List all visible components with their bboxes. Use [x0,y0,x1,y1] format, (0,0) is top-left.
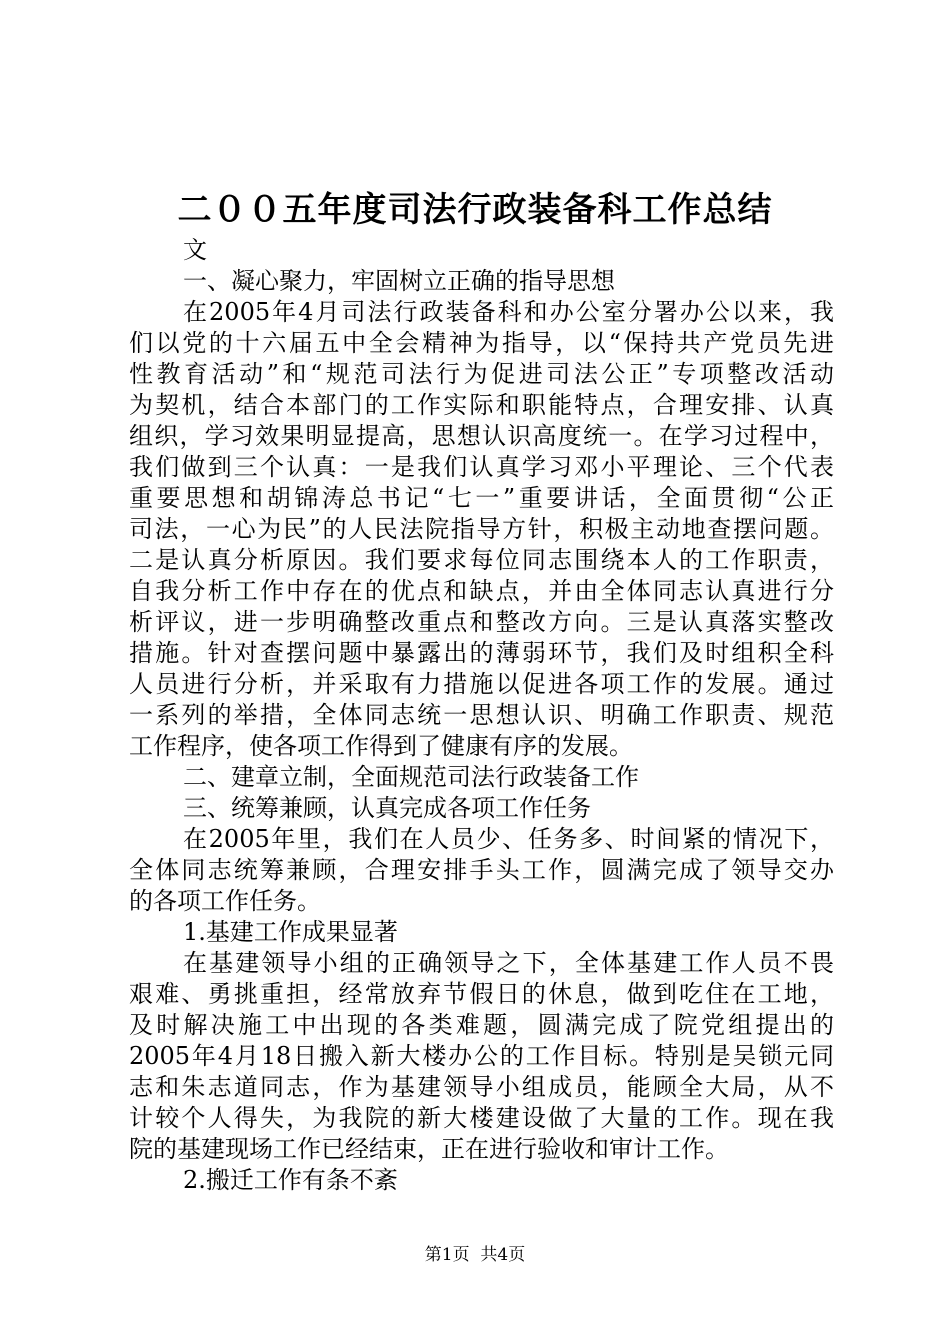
body-line: 2005年4月18日搬入新大楼办公的工作目标。特别是吴锁元同 [129,1042,834,1070]
body-line: 1.基建工作成果显著 [183,918,398,946]
body-line: 三、统筹兼顾，认真完成各项工作任务 [183,794,591,822]
body-line: 在2005年4月司法行政装备科和办公室分署办公以来，我 [183,298,834,326]
body-line: 一、凝心聚力，牢固树立正确的指导思想 [183,267,615,295]
body-line: 院的基建现场工作已经结束，正在进行验收和审计工作。 [129,1135,729,1163]
body-line: 们以党的十六届五中全会精神为指导，以“保持共产党员先进 [129,329,834,357]
body-line: 艰难、勇挑重担，经常放弃节假日的休息，做到吃住在工地， [129,980,834,1008]
body-line: 的各项工作任务。 [129,887,321,915]
body-line: 我们做到三个认真：一是我们认真学习邓小平理论、三个代表 [129,453,834,481]
body-line: 措施。针对查摆问题中暴露出的薄弱环节，我们及时组积全科 [129,639,834,667]
body-line: 自我分析工作中存在的优点和缺点，并由全体同志认真进行分 [129,577,834,605]
body-line: 计较个人得失，为我院的新大楼建设做了大量的工作。现在我 [129,1104,834,1132]
body-line: 文 [183,236,207,264]
body-line: 人员进行分析，并采取有力措施以促进各项工作的发展。通过 [129,670,834,698]
document-title: 二００五年度司法行政装备科工作总结 [177,190,773,230]
body-line: 在2005年里，我们在人员少、任务多、时间紧的情况下， [183,825,834,853]
body-line: 二、建章立制，全面规范司法行政装备工作 [183,763,639,791]
body-line: 性教育活动”和“规范司法行为促进司法公正”专项整改活动 [129,360,834,388]
body-line: 2.搬迁工作有条不紊 [183,1166,398,1194]
body-line: 全体同志统筹兼顾，合理安排手头工作，圆满完成了领导交办 [129,856,834,884]
body-line: 及时解决施工中出现的各类难题，圆满完成了院党组提出的 [129,1011,834,1039]
page-footer: 第1页 共4页 [424,1245,526,1265]
body-line: 组织，学习效果明显提高，思想认识高度统一。在学习过程中， [129,422,834,450]
body-line: 在基建领导小组的正确领导之下，全体基建工作人员不畏 [183,949,834,977]
body-line: 二是认真分析原因。我们要求每位同志围绕本人的工作职责， [129,546,834,574]
body-line: 司法，一心为民”的人民法院指导方针，积极主动地查摆问题。 [129,515,834,543]
body-line: 工作程序，使各项工作得到了健康有序的发展。 [129,732,633,760]
body-line: 重要思想和胡锦涛总书记“七一”重要讲话，全面贯彻“公正 [129,484,834,512]
body-line: 析评议，进一步明确整改重点和整改方向。三是认真落实整改 [129,608,834,636]
document-body [129,235,834,1196]
body-line: 一系列的举措，全体同志统一思想认识、明确工作职责、规范 [129,701,834,729]
body-line: 为契机，结合本部门的工作实际和职能特点，合理安排、认真 [129,391,834,419]
body-line: 志和朱志道同志，作为基建领导小组成员，能顾全大局，从不 [129,1073,834,1101]
